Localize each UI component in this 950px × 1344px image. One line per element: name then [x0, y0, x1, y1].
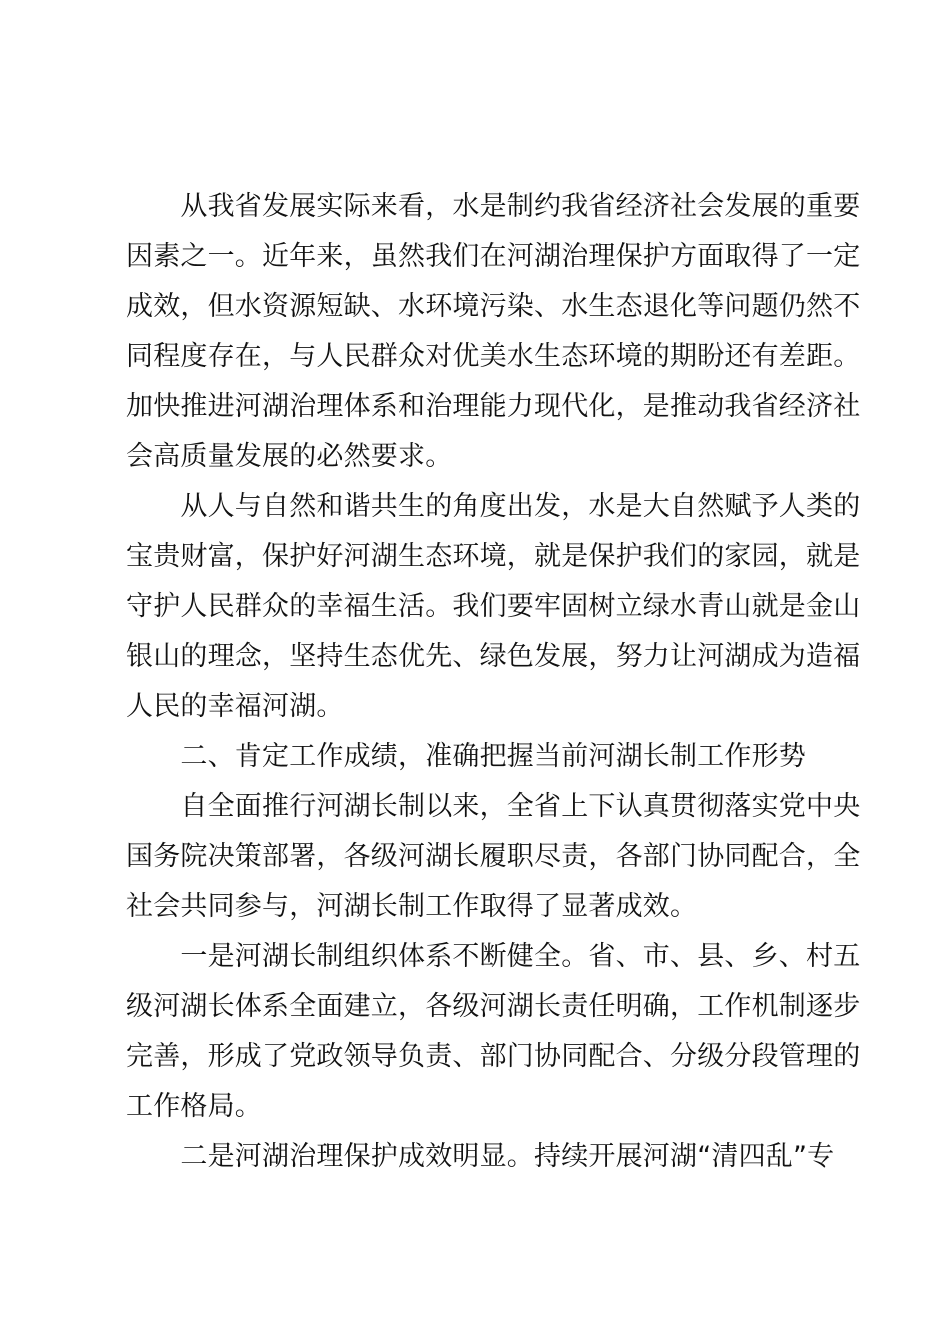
document-body	[126, 182, 861, 1182]
text-line: 完善，形成了党政领导负责、部门协同配合、分级分段管理的	[126, 1041, 861, 1072]
text-line: 银山的理念，坚持生态优先、绿色发展，努力让河湖成为造福	[126, 641, 861, 672]
text-line: 社会共同参与，河湖长制工作取得了显著成效。	[126, 891, 698, 922]
text-line: 同程度存在，与人民群众对优美水生态环境的期盼还有差距。	[126, 341, 861, 372]
paragraph-harmony-nature	[126, 482, 861, 732]
paragraph-organization-system	[126, 932, 861, 1132]
text-line: 从我省发展实际来看，水是制约我省经济社会发展的重要	[126, 191, 861, 222]
paragraph-water-development	[126, 182, 861, 482]
text-line: 成效，但水资源短缺、水环境污染、水生态退化等问题仍然不	[126, 291, 861, 322]
text-line: 国务院决策部署，各级河湖长履职尽责，各部门协同配合，全	[126, 841, 861, 872]
section-heading	[126, 732, 834, 782]
paragraph-achievements-intro	[126, 782, 861, 932]
text-line: 一是河湖长制组织体系不断健全。省、市、县、乡、村五	[126, 941, 861, 972]
text-line: 自全面推行河湖长制以来，全省上下认真贯彻落实党中央	[126, 791, 861, 822]
paragraph-governance-results	[126, 1132, 834, 1182]
text-line: 从人与自然和谐共生的角度出发，水是大自然赋予人类的	[126, 491, 861, 522]
heading-line: 二、肯定工作成绩，准确把握当前河湖长制工作形势	[126, 741, 806, 772]
text-line: 宝贵财富，保护好河湖生态环境，就是保护我们的家园，就是	[126, 541, 861, 572]
text-line: 二是河湖治理保护成效明显。持续开展河湖“清四乱”专	[126, 1141, 835, 1172]
text-line: 加快推进河湖治理体系和治理能力现代化，是推动我省经济社	[126, 391, 861, 422]
text-line: 人民的幸福河湖。	[126, 691, 344, 722]
text-line: 因素之一。近年来，虽然我们在河湖治理保护方面取得了一定	[126, 241, 861, 272]
text-line: 级河湖长体系全面建立，各级河湖长责任明确，工作机制逐步	[126, 991, 861, 1022]
text-line: 工作格局。	[126, 1091, 262, 1122]
text-line: 守护人民群众的幸福生活。我们要牢固树立绿水青山就是金山	[126, 591, 861, 622]
text-line: 会高质量发展的必然要求。	[126, 441, 453, 472]
